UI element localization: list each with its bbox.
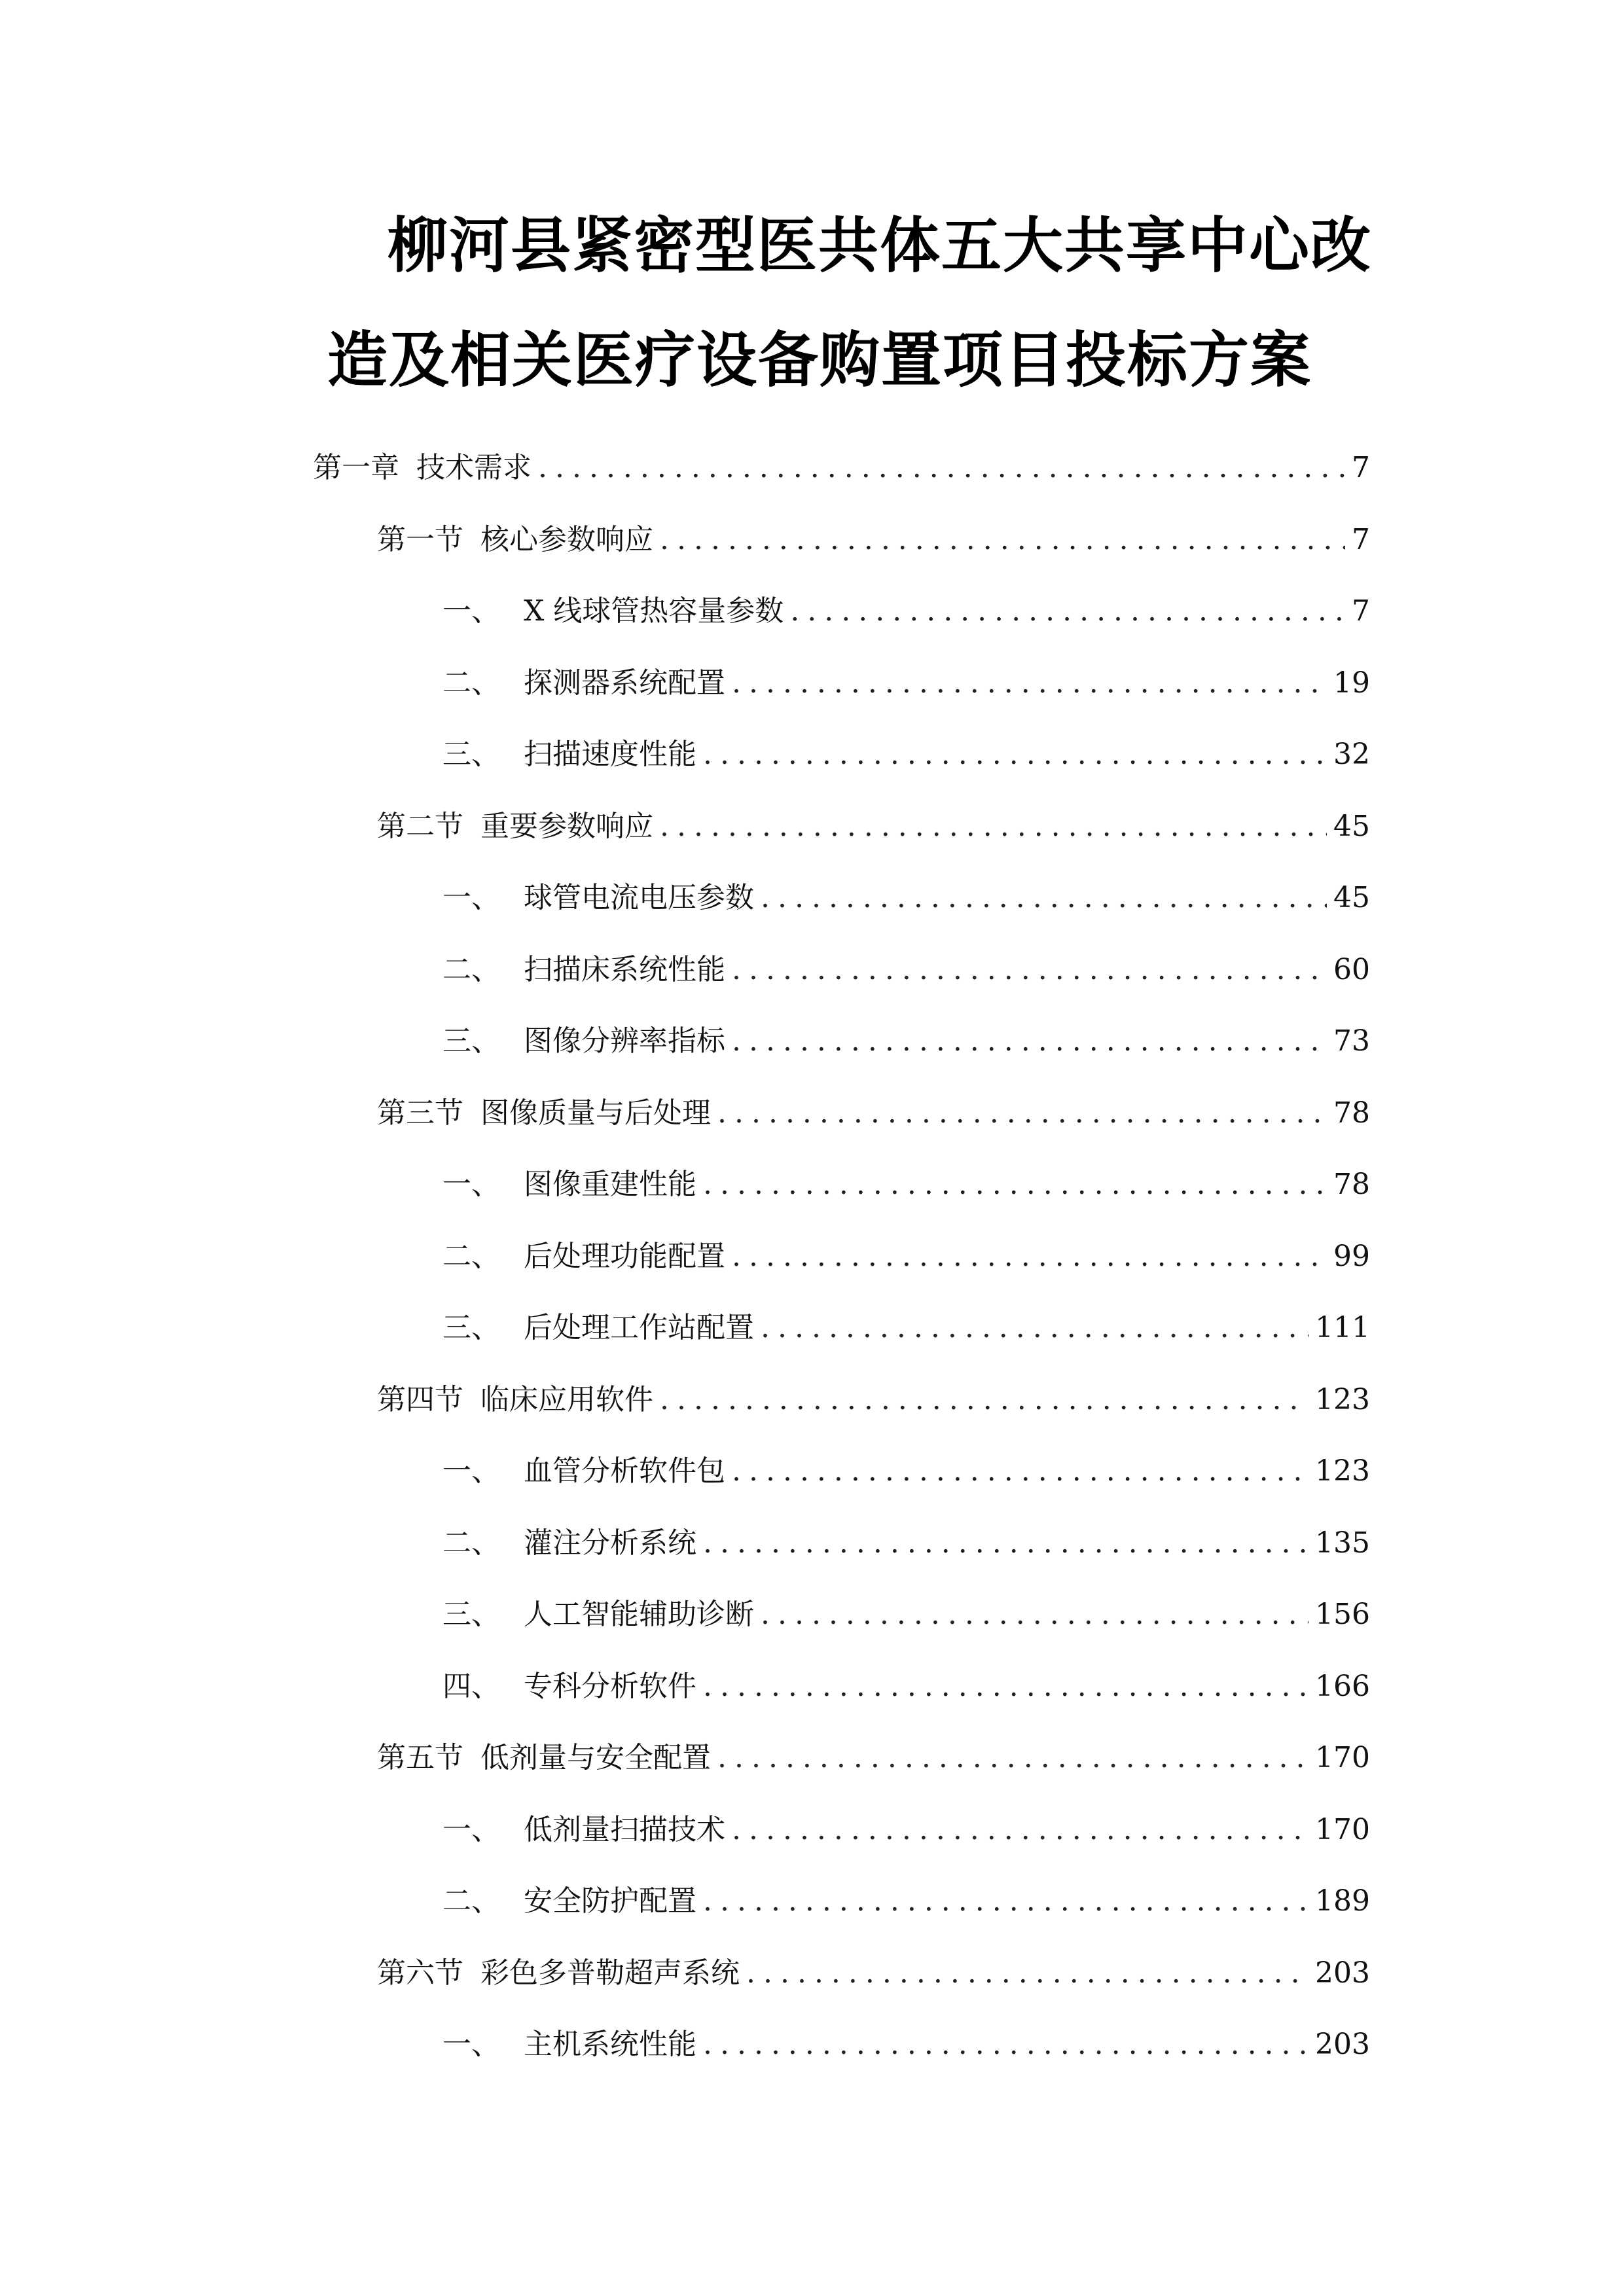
toc-entry-title: 低剂量与安全配置 <box>480 1741 711 1774</box>
toc-entry[interactable] <box>442 1237 1370 1276</box>
toc-entry-page-number: 45 <box>1333 881 1370 914</box>
toc-dot-leader <box>703 735 1327 774</box>
toc-entry-page-number: 7 <box>1352 594 1370 628</box>
toc-dot-leader <box>732 950 1327 990</box>
toc-dot-leader <box>717 1738 1308 1778</box>
toc-entry[interactable] <box>313 448 1370 488</box>
toc-entry[interactable] <box>442 1452 1370 1491</box>
toc-dot-leader <box>538 448 1345 488</box>
toc-entry-title: 低剂量扫描技术 <box>524 1813 725 1846</box>
toc-entry[interactable] <box>442 1308 1370 1348</box>
toc-entry-title: 临床应用软件 <box>480 1383 653 1416</box>
toc-entry-number: 一、 <box>442 881 500 914</box>
toc-entry-title: 人工智能辅助诊断 <box>524 1598 754 1631</box>
toc-entry-page-number: 78 <box>1333 1168 1370 1201</box>
toc-entry-title: 专科分析软件 <box>524 1670 696 1703</box>
toc-entry-page-number: 78 <box>1333 1096 1370 1130</box>
toc-entry-title: 灌注分析系统 <box>524 1526 696 1560</box>
toc-entry[interactable] <box>377 1094 1370 1133</box>
toc-dot-leader <box>732 1022 1327 1061</box>
toc-dot-leader <box>790 592 1345 631</box>
toc-entry-page-number: 203 <box>1315 2028 1370 2061</box>
toc-entry-title: 核心参数响应 <box>480 523 653 556</box>
toc-entry-page-number: 60 <box>1333 953 1370 986</box>
toc-entry-page-number: 111 <box>1315 1311 1370 1344</box>
toc-entry-page-number: 170 <box>1315 1741 1370 1774</box>
toc-entry-page-number: 166 <box>1315 1670 1370 1703</box>
toc-entry[interactable] <box>442 1022 1370 1061</box>
toc-entry-title: 图像分辨率指标 <box>524 1024 725 1058</box>
toc-entry-title: 后处理功能配置 <box>524 1240 725 1273</box>
toc-entry-page-number: 156 <box>1315 1598 1370 1631</box>
document-title-line-2: 造及相关医疗设备购置项目投标方案 <box>327 325 1312 395</box>
toc-entry-number: 二、 <box>442 1526 500 1560</box>
toc-dot-leader <box>703 1524 1308 1563</box>
toc-entry-page-number: 7 <box>1352 523 1370 556</box>
toc-dot-leader <box>761 878 1327 918</box>
toc-entry-number: 第三节 <box>377 1096 463 1130</box>
toc-entry[interactable] <box>442 878 1370 918</box>
toc-entry-title: 图像质量与后处理 <box>480 1096 711 1130</box>
toc-entry[interactable] <box>442 1595 1370 1634</box>
document-title-line-1: 柳河县紧密型医共体五大共享中心改 <box>388 211 1373 281</box>
toc-dot-leader <box>732 664 1327 703</box>
toc-entry-title: 球管电流电压参数 <box>524 881 754 914</box>
toc-entry[interactable] <box>442 735 1370 774</box>
toc-dot-leader <box>703 1882 1308 1921</box>
toc-entry-number: 二、 <box>442 953 500 986</box>
toc-entry-page-number: 189 <box>1315 1884 1370 1918</box>
toc-dot-leader <box>732 1810 1308 1850</box>
toc-entry-page-number: 99 <box>1333 1240 1370 1273</box>
toc-entry[interactable] <box>442 1810 1370 1850</box>
toc-entry-page-number: 170 <box>1315 1813 1370 1846</box>
toc-dot-leader <box>746 1954 1308 1993</box>
toc-entry-page-number: 7 <box>1352 451 1370 484</box>
toc-entry-number: 一、 <box>442 1813 500 1846</box>
toc-entry-title: X 线球管热容量参数 <box>524 594 784 628</box>
toc-entry-number: 四、 <box>442 1670 500 1703</box>
toc-entry[interactable] <box>377 1380 1370 1420</box>
toc-entry-number: 三、 <box>442 1598 500 1631</box>
toc-entry-title: 重要参数响应 <box>480 810 653 843</box>
toc-entry-number: 第四节 <box>377 1383 463 1416</box>
toc-dot-leader <box>660 807 1327 846</box>
toc-entry[interactable] <box>442 1165 1370 1204</box>
toc-entry-number: 三、 <box>442 738 500 771</box>
toc-entry-number: 一、 <box>442 2028 500 2061</box>
toc-entry-title: 后处理工作站配置 <box>524 1311 754 1344</box>
toc-dot-leader <box>732 1237 1327 1276</box>
toc-entry-number: 第五节 <box>377 1741 463 1774</box>
toc-entry-number: 三、 <box>442 1024 500 1058</box>
toc-dot-leader <box>761 1308 1308 1348</box>
toc-entry-title: 安全防护配置 <box>524 1884 696 1918</box>
toc-entry[interactable] <box>442 592 1370 631</box>
toc-dot-leader <box>660 1380 1308 1420</box>
toc-entry-title: 探测器系统配置 <box>524 666 725 700</box>
toc-entry[interactable] <box>442 664 1370 703</box>
toc-dot-leader <box>703 1667 1308 1706</box>
toc-dot-leader <box>761 1595 1308 1634</box>
toc-entry[interactable] <box>377 520 1370 560</box>
toc-dot-leader <box>703 2025 1308 2064</box>
toc-entry-page-number: 32 <box>1333 738 1370 771</box>
toc-entry[interactable] <box>377 807 1370 846</box>
toc-entry-page-number: 45 <box>1333 810 1370 843</box>
toc-entry-title: 扫描床系统性能 <box>524 953 725 986</box>
toc-entry-number: 二、 <box>442 666 500 700</box>
toc-entry[interactable] <box>442 950 1370 990</box>
toc-entry-page-number: 123 <box>1315 1383 1370 1416</box>
toc-entry-number: 二、 <box>442 1240 500 1273</box>
toc-entry-title: 技术需求 <box>416 451 532 484</box>
toc-entry-number: 第六节 <box>377 1956 463 1990</box>
toc-entry-page-number: 203 <box>1315 1956 1370 1990</box>
toc-entry-title: 图像重建性能 <box>524 1168 696 1201</box>
toc-entry-title: 主机系统性能 <box>524 2028 696 2061</box>
toc-entry[interactable] <box>442 1524 1370 1563</box>
toc-entry-number: 第一章 <box>313 451 399 484</box>
toc-entry[interactable] <box>442 1882 1370 1921</box>
toc-entry-number: 第二节 <box>377 810 463 843</box>
toc-entry-number: 三、 <box>442 1311 500 1344</box>
toc-entry-number: 二、 <box>442 1884 500 1918</box>
toc-entry-page-number: 123 <box>1315 1454 1370 1488</box>
toc-entry[interactable] <box>377 1738 1370 1778</box>
toc-entry-page-number: 19 <box>1333 666 1370 700</box>
toc-entry[interactable] <box>377 1954 1370 1993</box>
toc-dot-leader <box>717 1094 1327 1133</box>
toc-dot-leader <box>732 1452 1308 1491</box>
toc-entry-title: 扫描速度性能 <box>524 738 696 771</box>
toc-entry-number: 一、 <box>442 594 500 628</box>
toc-entry-title: 彩色多普勒超声系统 <box>480 1956 740 1990</box>
toc-dot-leader <box>660 520 1345 560</box>
toc-entry-page-number: 73 <box>1333 1024 1370 1058</box>
toc-entry-page-number: 135 <box>1315 1526 1370 1560</box>
toc-entry-number: 一、 <box>442 1454 500 1488</box>
toc-entry[interactable] <box>442 2025 1370 2064</box>
toc-entry-title: 血管分析软件包 <box>524 1454 725 1488</box>
toc-entry-number: 第一节 <box>377 523 463 556</box>
toc-entry[interactable] <box>442 1667 1370 1706</box>
toc-dot-leader <box>703 1165 1327 1204</box>
toc-entry-number: 一、 <box>442 1168 500 1201</box>
